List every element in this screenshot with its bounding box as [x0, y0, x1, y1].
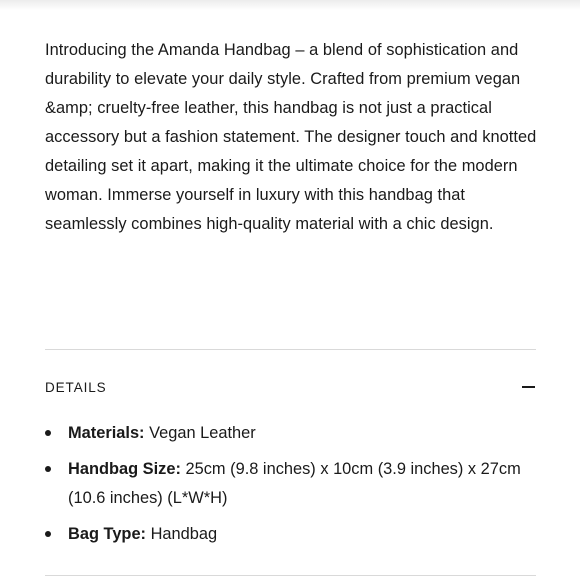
- divider: [45, 349, 536, 350]
- spec-value: Handbag: [150, 525, 218, 543]
- product-description: Introducing the Amanda Handbag – a blend of sophistication and durability to elevate your daily style. Crafted from premium vegan &amp; cruelty-free leather, this handbag is not just a practical accessory but a fashion statement. The designer touch and knotted detailing set it apart, making it the ultimate choice for the modern woman. Immerse yourself in luxury with this handbag that seamlessly combines high-quality material with a chic design.: [45, 41, 537, 233]
- details-accordion-toggle[interactable]: [45, 376, 536, 398]
- minus-icon: [522, 386, 535, 388]
- spec-label: Bag Type:: [68, 525, 147, 543]
- spec-label: Materials:: [68, 424, 145, 442]
- spec-item-bag-type: [45, 520, 536, 549]
- details-spec-list: [45, 419, 536, 557]
- spec-item-materials: [45, 419, 536, 448]
- divider: [45, 575, 536, 576]
- bullet-icon: [45, 466, 51, 472]
- top-edge-shadow: [0, 0, 580, 10]
- spec-value: Vegan Leather: [149, 424, 256, 442]
- spec-value: 25cm (9.8 inches) x 10cm (3.9 inches) x 27cm (10.6 inches) (L*W*H): [68, 460, 521, 507]
- details-title: DETAILS: [45, 379, 107, 395]
- bullet-icon: [45, 430, 51, 436]
- bullet-icon: [45, 531, 51, 537]
- spec-item-handbag-size: [45, 455, 536, 513]
- spec-label: Handbag Size:: [68, 460, 181, 478]
